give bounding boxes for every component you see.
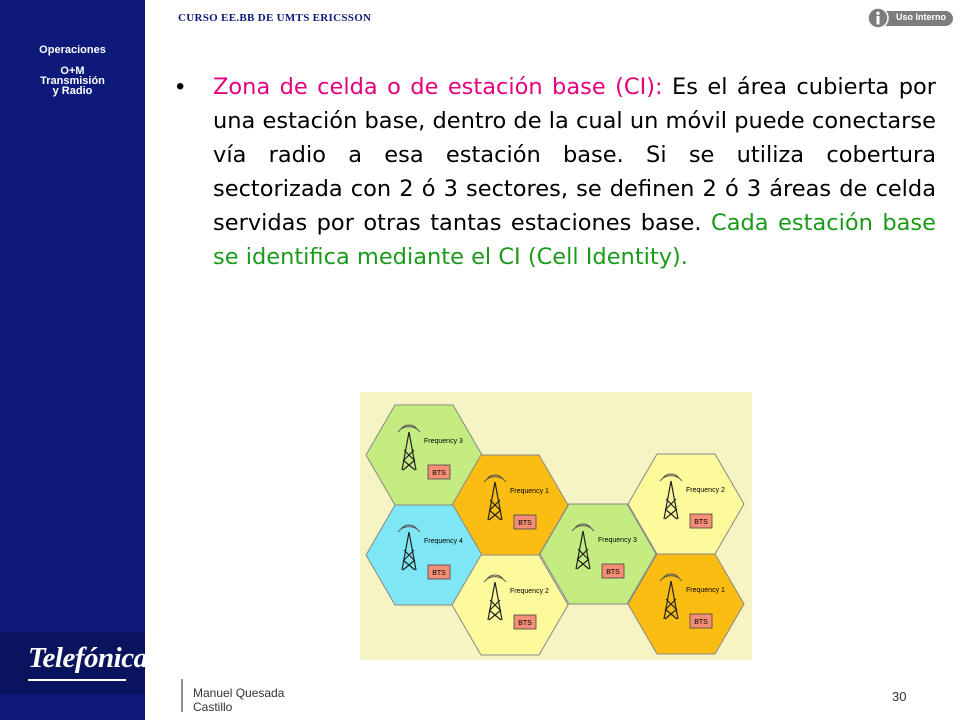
sidebar-line-2: Transmisión	[40, 75, 105, 87]
definition-term: Zona de celda o de estación base (CI):	[213, 74, 672, 100]
bts-label: BTS	[432, 470, 446, 477]
sidebar-line-1: O+M	[60, 65, 85, 77]
sidebar	[0, 0, 148, 720]
bts-label: BTS	[518, 620, 532, 627]
definition-text: Es el área cubierta por una estación base, dentro de la cual un móvil puede conectarse vía radio a esa estación base. Si se utiliza cobertura sectorizada con 2 ó 3 sectores, se definen 2 ó 3 áreas de celda servidas por otras tantas estaciones base.	[213, 74, 937, 236]
bts-label: BTS	[432, 570, 446, 577]
brand-underline	[28, 679, 126, 681]
author-line-1: Manuel Quesada	[193, 686, 285, 700]
body-paragraph	[213, 70, 936, 274]
sidebar-title: Operaciones	[39, 44, 106, 56]
bts-label: BTS	[518, 520, 532, 527]
bts-label: BTS	[606, 569, 620, 576]
cell-frequency-diagram	[360, 392, 752, 660]
footer-author	[193, 686, 284, 714]
info-icon	[867, 7, 891, 31]
usage-badge-label: Uso Interno	[896, 12, 947, 22]
brand-logo: Telefónica	[28, 642, 148, 674]
frequency-label: Frequency 1	[686, 587, 725, 594]
bullet-marker: •	[176, 73, 185, 100]
frequency-label: Frequency 3	[598, 537, 637, 544]
author-line-2: Castillo	[193, 700, 233, 714]
bts-label: BTS	[694, 519, 708, 526]
course-title: CURSO EE.BB DE UMTS ERICSSON	[178, 12, 372, 24]
frequency-label: Frequency 4	[424, 538, 463, 545]
frequency-label: Frequency 2	[510, 588, 549, 595]
usage-badge	[867, 7, 953, 29]
bts-label: BTS	[694, 619, 708, 626]
frequency-label: Frequency 1	[510, 488, 549, 495]
sidebar-line-3: y Radio	[52, 85, 93, 97]
definition-highlight: Cada estación base se identifica mediante el CI (Cell Identity).	[213, 210, 936, 270]
frequency-label: Frequency 2	[686, 487, 725, 494]
footer-divider	[181, 679, 183, 712]
page-number: 30	[892, 689, 907, 704]
frequency-label: Frequency 3	[424, 438, 463, 445]
